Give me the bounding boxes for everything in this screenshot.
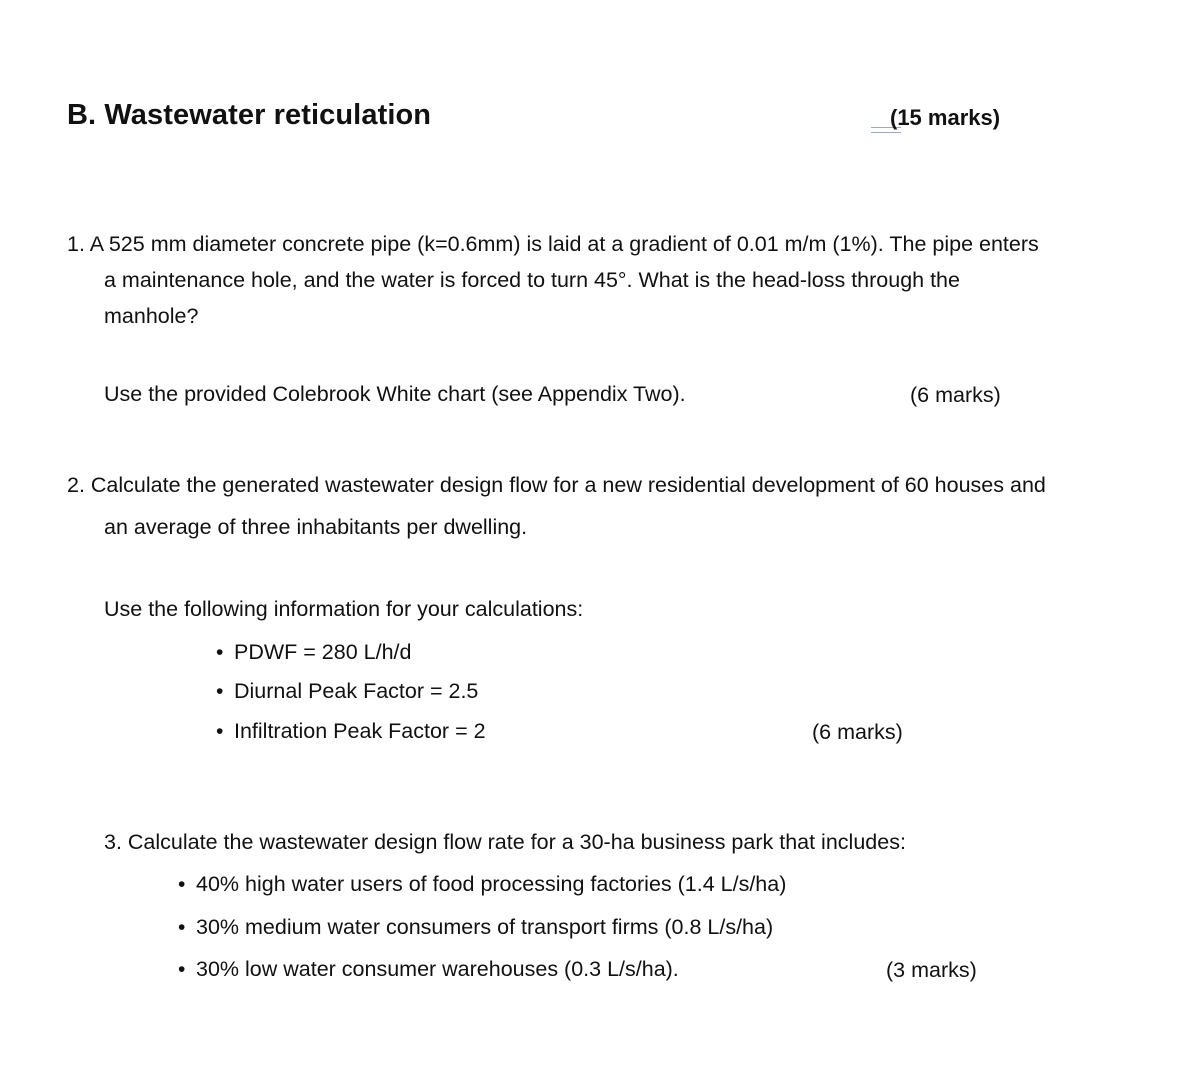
q1-line-3: manhole?: [104, 304, 199, 328]
section-title: B. Wastewater reticulation: [67, 99, 432, 131]
q3-bullet-item: • 40% high water users of food processing factories (1.4 L/s/ha): [178, 866, 786, 903]
q2-line-2: an average of three inhabitants per dwelling.: [104, 515, 528, 539]
q3-bullet-item: • 30% low water consumer warehouses (0.3 L/s/ha).: [178, 951, 679, 988]
q3-bullet-item: • 30% medium water consumers of transport firms (0.8 L/s/ha): [178, 909, 773, 946]
q3-marks: (3 marks): [886, 958, 977, 982]
section-marks: (15 marks): [890, 105, 1001, 130]
q1-line-1: 1. A 525 mm diameter concrete pipe (k=0.6mm) is laid at a gradient of 0.01 m/m (1%). The pipe enters: [67, 232, 1039, 256]
q1-marks: (6 marks): [910, 383, 1001, 407]
q2-bullet-item: • Infiltration Peak Factor = 2: [216, 713, 486, 750]
q2-marks: (6 marks): [812, 720, 903, 744]
q3-line-1: 3. Calculate the wastewater design flow rate for a 30-ha business park that includes:: [104, 830, 906, 854]
q2-line-1: 2. Calculate the generated wastewater design flow for a new residential development of 60 houses and: [67, 473, 1046, 497]
q1-line-2: a maintenance hole, and the water is forced to turn 45°. What is the head-loss through the: [104, 268, 960, 292]
q2-bullet-item: • PDWF = 280 L/h/d: [216, 634, 411, 671]
q2-bullet-item: • Diurnal Peak Factor = 2.5: [216, 673, 478, 710]
q2-instruction: Use the following information for your calculations:: [104, 597, 584, 621]
q1-instruction: Use the provided Colebrook White chart (see Appendix Two).: [104, 382, 686, 406]
